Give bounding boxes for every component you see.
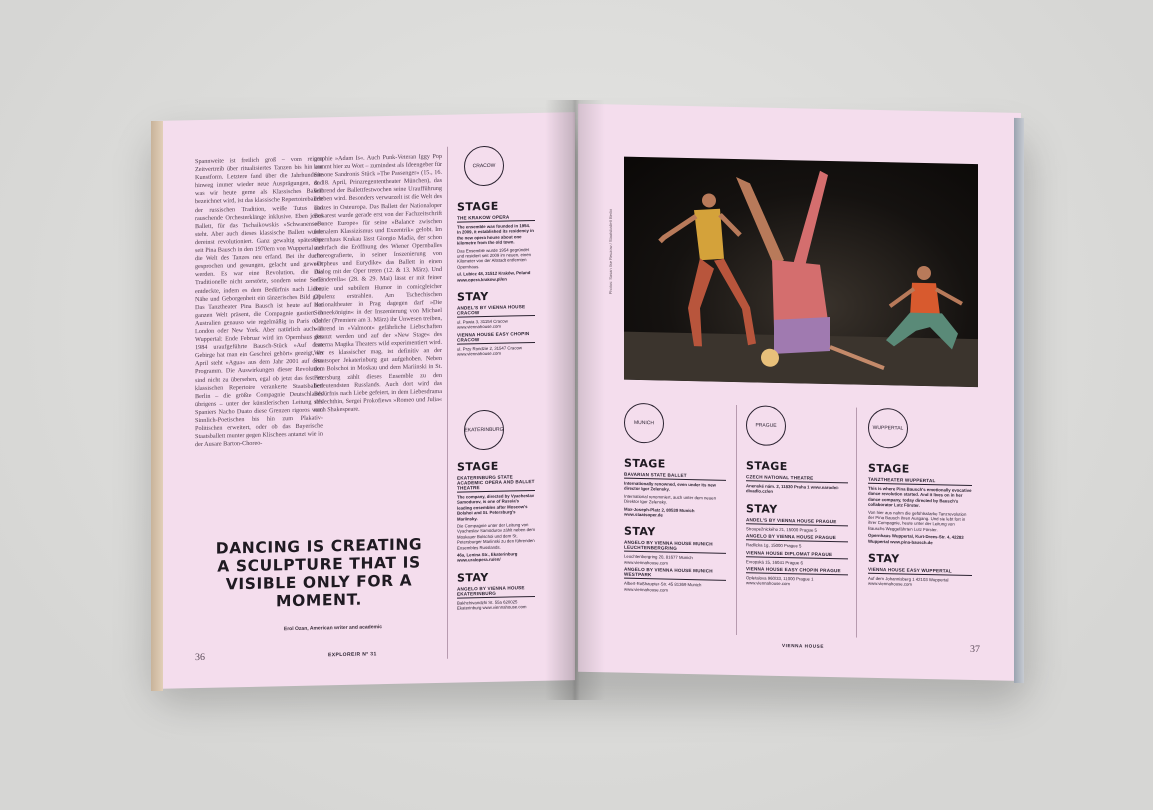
city-badge-munich: MUNICH [624,403,664,444]
dancer-leg [714,259,756,346]
stage-venue: EKATERINBURG STATE ACADEMIC OPERA AND BALLET THEATRE [457,474,535,491]
stay-address: Opletalova 960/33, 11000 Prague 1 www.viennahouse.com [746,575,814,587]
stage-address: 46a, Lenina Str., Ekaterinburg www.uralopera.ru/en/ [457,551,518,564]
stay-hotel: ANGELO BY VIENNA HOUSE MUNICH WESTPARK [624,567,726,581]
stay-heading: STAY [624,525,656,539]
stage-description-en: Internationally renowned, even under its new director Igor Zelensky. [624,480,716,493]
stage-heading: STAGE [624,456,666,471]
stage-description-en: This is where Pina Bausch's emotionally evocative dance revolution started. And it lives on in her dance company, today directed by Bausch's collaborator Lutz Förster. [868,485,972,509]
stay-hotel: ANDEL'S BY VIENNA HOUSE CRACOW [457,304,535,318]
city-badge-ekaterinburg: EKATERINBURG [464,410,504,451]
dancer-leg [736,177,784,266]
stay-heading: STAY [457,289,489,304]
stage-venue: CZECH NATIONAL THEATRE [746,474,848,483]
sidebar-prague [746,459,848,590]
stage-address: ul. Lubicz 48, 31512 Kraków, Poland www.opera.krakow.pl/en [457,270,531,283]
stay-address: ul. Przy Rondzie 2, 31547 Cracow www.viennahouse.com [457,345,522,357]
stay-address: Evropská 15, 16041 Prague 6 [746,558,803,566]
stage-description-en: The ensemble was founded in 1954. In 2009, it established its residency in the new opera house about one kilometre from the old town. [457,223,534,246]
stage-description-de: Die Compagnie unter der Leitung von Vyacheslav Samodurov zählt neben dem Moskauer Bolschoi und dem St. Petersburger Mariinski zu den führenden Ensembles Russlands. [457,522,535,551]
stay-hotel: VIENNA HOUSE EASY WUPPERTAL [868,567,972,576]
dancer-head [917,266,931,280]
stage-heading: STAGE [746,459,788,474]
dancer-arm [936,289,962,304]
sidebar-wuppertal [868,462,972,591]
stay-heading: STAY [868,551,900,566]
pull-quote: DANCING IS CREATING A SCULPTURE THAT IS VISIBLE ONLY FOR A MOMENT. [215,535,423,611]
city-badge-wuppertal: WUPPERTAL [868,408,908,449]
stage-description-de: Von hier aus nahm die gefühlsstarke Tanzrevolution der Pina Bausch ihren Ausgang. Und sie lebt fort in ihrer Compagnie, heute unter der Leitung von Bauschs Weggefährten Lutz Förster. [868,509,967,533]
page-number-left: 36 [195,651,205,664]
dancer-torso [774,316,830,355]
stage-venue: TANZTHEATER WUPPERTAL [868,477,972,486]
stay-hotel: ANDEL'S BY VIENNA HOUSE PRAGUE [746,517,848,526]
stay-hotel: ANGELO BY VIENNA HOUSE PRAGUE [746,533,848,542]
sidebar-cracow [457,199,535,359]
dancer-torso [910,283,940,318]
dancer-head [702,193,716,207]
city-badge-cracow: CRACOW [464,146,504,187]
column-divider [736,405,737,635]
stage-description-en: The company, directed by Vyacheslav Samodurov, is one of Russia's leading ensembles after Moscow's Bolshoi and St. Petersburg's Mariinsky. [457,492,535,522]
city-badge-prague: PRAGUE [746,405,786,446]
quote-credit: Erol Ozan, American writer and academic [283,624,383,633]
stay-hotel: VIENNA HOUSE EASY CHOPIN CRACOW [457,331,535,345]
stay-hotel: ANGELO BY VIENNA HOUSE MUNICH LEUCHTENBERGRING [624,540,726,554]
stage-heading: STAGE [868,461,910,476]
dancer-leg [792,170,828,271]
dance-photo [624,157,978,387]
stay-heading: STAY [457,570,489,585]
stay-address: Leuchtenbergring 20, 81677 Munich www.viennahouse.com [624,554,693,566]
stay-address: Bakhchivandzhi St. 55a 620025 Ekaterinburg www.viennahouse.com [457,599,527,611]
sidebar-ekaterinburg [457,459,535,613]
dancer-arm [660,215,696,242]
stage-address: Max-Joseph-Platz 2, 80539 Munich www.staatsoper.de [624,506,695,518]
stage-heading: STAGE [457,199,499,214]
stay-hotel: ANGELO BY VIENNA HOUSE EKATERINBURG [457,585,535,599]
stage-venue: BAVARIAN STATE BALLET [624,472,726,481]
stage-address: Opernhaus Wuppertal, Kurt-Drees-Str. 4, 42283 Wuppertal www.pina-bausch.de [868,533,964,545]
stay-hotel: VIENNA HOUSE EASY CHOPIN PRAGUE [746,566,848,575]
left-page [151,112,575,689]
stage-heading: STAGE [457,459,499,474]
stay-address: Auf dem Johannisberg 1 42103 Wuppertal www.viennahouse.com [868,575,949,588]
article-column-2: graphie »Adam Is«. Auch Punk-Veteran Iggy Pop kommt hier zu Wort – zumindest als Ideengeber für Simone Sandronis Stück »The Passenger« (15., 16. & 18. April, Prinzregententheater München), das während der Ballettfestwochen seine Uraufführung erleben wird. Besonders verwurzelt ist die Welt des Tanzes in Osteuropa. Das Ballett der Nationaloper Bukarest wurde gerade erst von der Fachzeitschrift »Dance Europe« für seine »Balance zwischen formalem Klassizismus und Exzentrik« gelobt. Im Opernhaus Krakau lässt Giorgio Madia, der schon mehrfach die Eröffnung des Wiener Opernballes choreografierte, in seiner Inszenierung von »Orpheus und Eurydike« das Ballett in einen Dialog mit der Oper treten (12. & 13. März). Und »Cinderella« (28. & 29. Mai) lässt er mit feiner Ironie und subtilem Humor in comicgleicher Opulenz erstrahlen. Am Tschechischen Nationaltheater in Prag dagegen darf »Die Schneekönigin« in der Inszenierung von Michael Calder (Premiere am 3. März) ihr Unwesen treiben, während in »Valmont« gefährliche Liebschaften getanzt werden und auf der »New Stage« des Laterna Magika Theaters wild experimentiert wird. Wer es klassischer mag, ist definitiv an der Staatsoper Jekaterinburg gut aufgehoben. Neben dem Bolschoi in Moskau und dem Mariinski in St. Petersburg zählt dieses Ensemble zu den bedeutendsten Russlands. Auch dort wird das Bedürfnis nach Liebe gefeiert, in dem Liebesdrama schlechthin, Sergei Prokofiews »Romeo und Julia« nach Shakespeare. [314,152,442,414]
dancer-arm [720,215,740,235]
stay-address: ul. Pawia 3, 31154 Cracow www.viennahouse.com [457,318,508,331]
stage-description-de: Das Ensemble wurde 1954 gegründet und residiert seit 2009 im neuen, einen Kilometer von der Altstadt entfernten Opernhaus. [457,246,532,270]
stage-address: Anenské nám. 2, 11830 Praha 1 www.narodni-divadlo.cz/en [746,483,839,495]
stage-venue: THE KRAKOW OPERA [457,214,535,223]
dancer-arm [890,288,914,307]
article-column-1: Spannweite ist freilich groß – vom reinen Zeitvertreib über ritualisiertes Tanzen bis hin zur Kunstform. Letztere fand über die Jahrhunderte hinweg immer wieder neue Ausprägungen, und was wir heute gerne als Klassisches Ballett bezeichnet wird, ist das klassische Repertoireballett der russischen Tradition, weiße Tutus und rauschende Orchesterklänge inklusive. Eben jenes Ballett, für das Tschaikowskis »Schwanensee« steht. Aber auch dieses klassische Ballett wurde dereinst revolutioniert. Ganz gewaltig spätestens seit Pina Bausch in den 1970ern von Wuppertal aus die Welt des Tanzes neu erfand. Bei ihr durfte gesprochen und gesungen, gelacht und geweint werden. Es war eine Revolution, die das Traditionelle nicht zerstörte, sondern seine Seele entdeckte, indem es dem Bedürfnis nach Liebe, Nähe und Geborgenheit ein tänzerisches Bild gab. Das Tanztheater Pina Bausch ist heute auf der ganzen Welt präsent, die Compagnie gastiert in Australien genauso wie regelmäßig in Paris oder London oder New York. Aber natürlich auch in Wuppertal: Ende Februar wird im Opernhaus das 1984 uraufgeführte Bausch-Stück »Auf dem Gebirge hat man ein Geschrei gehört« gezeigt, im April steht »Agua« aus dem Jahr 2001 auf dem Programm. Die Auswirkungen dieser Revolution sind nicht zu übersehen, egal ob jetzt das fest im klassischen Repertoire verankerte Staatsballett Berlin – die größte Compagnie Deutschlands übrigens – unter der künstlerischen Leitung des Spaniers Nacho Duato diese Grenzen rigoros vom Sinnlich-Poetischen bis hin zum Plakativ-Politischen erweitert, oder ob das Bayerische Staatsballett munter gegen Klischees antanzt wie in der Ausare Barton-Choreo- [195,155,323,449]
stay-address: Albert-Roßhaupter-Str. 45 81369 Munich www.viennahouse.com [624,580,702,593]
photo-credit: Photos: Sasan Ilse Reuzow / Staatsballett Berlin [608,208,613,295]
stay-address: Radlicka 1g, 15000 Prague 5 [746,542,802,549]
stage-description-de: International renommiert, auch unter dem neuen Direktor Igor Zelensky. [624,493,716,505]
right-page [578,104,1021,681]
page-number-right: 37 [970,643,980,656]
column-divider [856,408,857,638]
magazine-issue: EXPLORE/R Nº 31 [328,651,377,659]
sidebar-munich [624,457,726,596]
stay-hotel: VIENNA HOUSE DIPLOMAT PRAGUE [746,550,848,559]
column-divider [447,147,448,659]
stay-heading: STAY [746,502,778,516]
stay-address: Stroupežnického 21, 15000 Prague 5 [746,526,817,533]
dancers-illustration [624,157,978,387]
right-page-edge [1014,118,1024,683]
left-page-edge [151,121,163,691]
vienna-house-logo: VIENNA HOUSE [782,642,824,649]
